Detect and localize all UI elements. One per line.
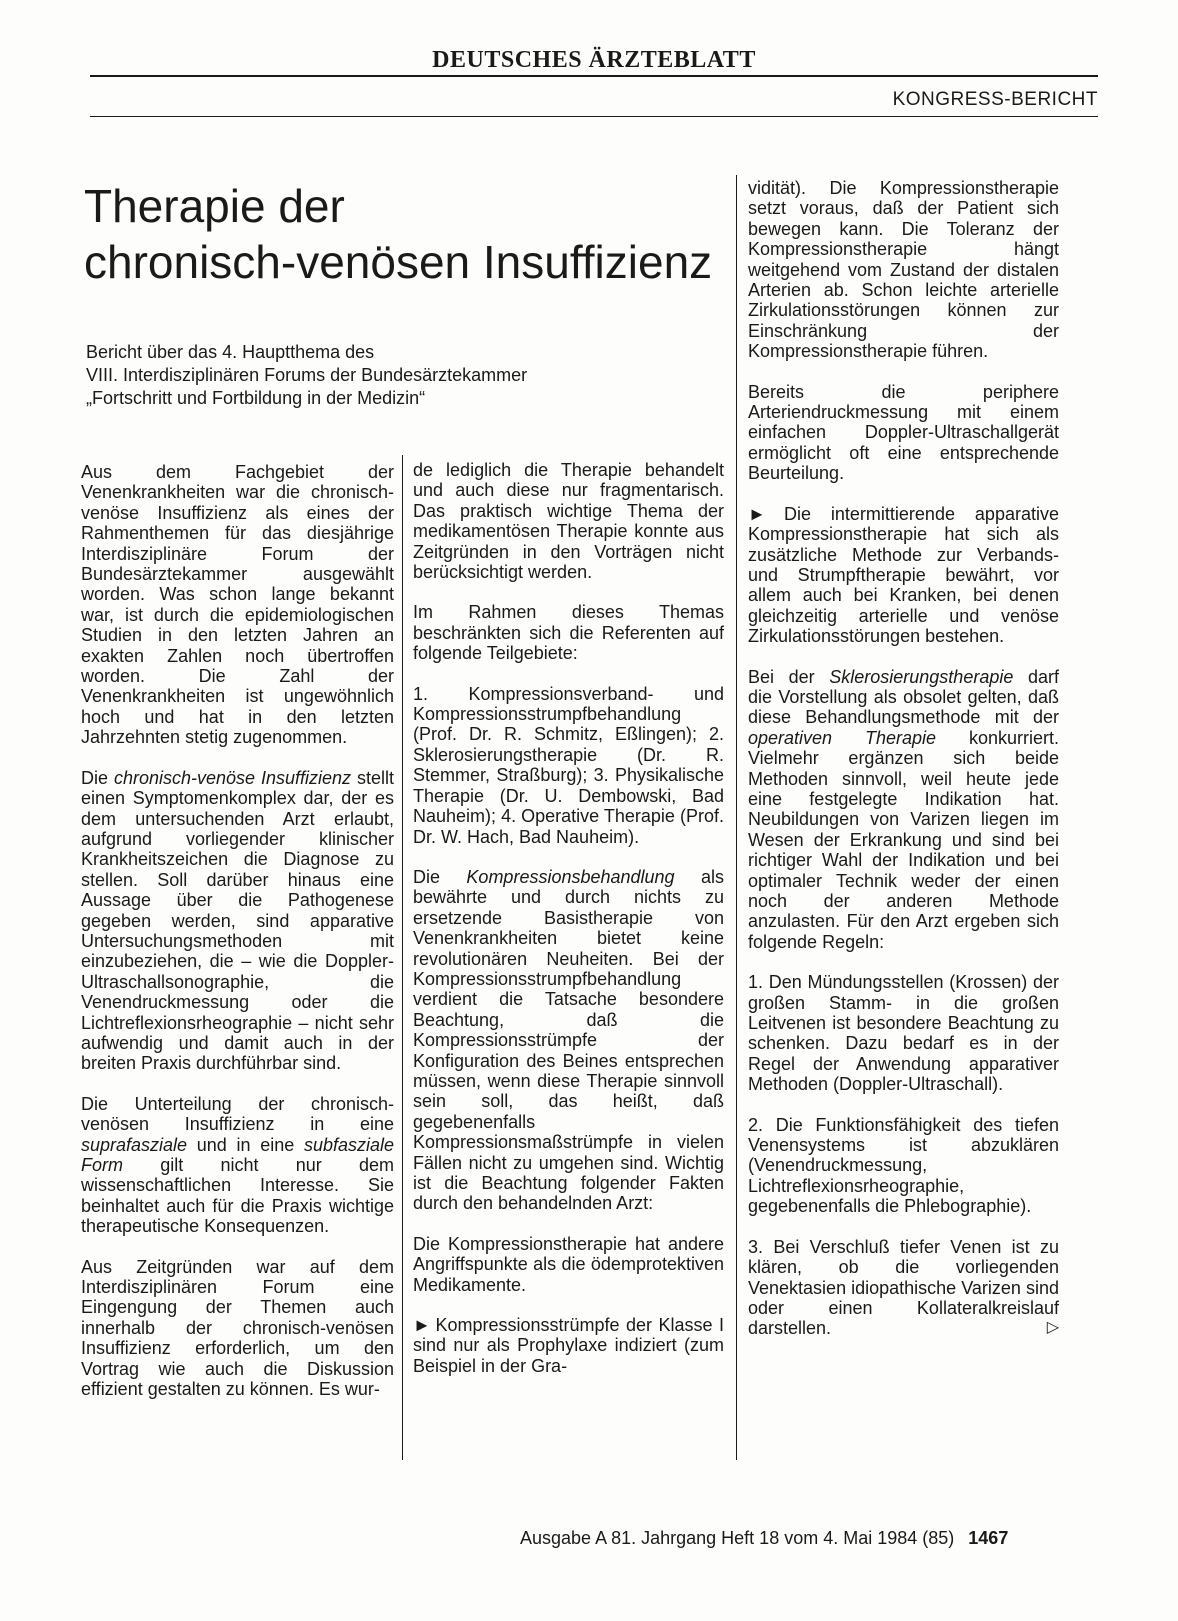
paragraph: 3. Bei Verschluß tiefer Venen ist zu klären, ob die vorliegenden Venektasien idiopathische Varizen sind oder einen Kollateralkreislauf darstellen. ▷	[748, 1236, 1059, 1339]
section-label: KONGRESS-BERICHT	[892, 89, 1098, 110]
paragraph: ► Kompressionsstrümpfe der Klasse I sind nur als Prophylaxe indiziert (zum Beispiel in der Gra-	[413, 1315, 724, 1376]
emphasis: Sklerosierungstherapie	[829, 666, 1014, 687]
arrow-marker-icon: ►	[413, 1315, 431, 1336]
subtitle-line-3: „Fortschritt und Fortbildung in der Medizin“	[86, 388, 426, 408]
arrow-marker-icon: ►	[748, 503, 766, 524]
section-rule	[90, 116, 1098, 117]
edition-info: Ausgabe A 81. Jahrgang Heft 18 vom 4. Mai 1984 (85)	[520, 1528, 955, 1548]
paragraph: Aus dem Fachgebiet der Venenkrankheiten war die chronisch-venöse Insuffizienz als eines der Rahmenthemen für das diesjährige Interdisziplinäre Forum der Bundesärztekammer ausgewählt worden. Was schon lange bekannt war, ist durch die epidemiologischen Studien in den letzten Jahren an exakten Zahlen noch übertroffen worden. Die Zahl der Venenkrankheiten ist ungewöhnlich hoch und hat in den letzten Jahrzehnten stetig zugenommen.	[81, 462, 394, 748]
paragraph: de lediglich die Therapie behandelt und auch diese nur fragmentarisch. Das praktisch wichtige Thema der medikamentösen Therapie konnte aus Zeitgründen in den Vorträgen nicht berücksichtigt werden.	[413, 460, 724, 583]
paragraph: Im Rahmen dieses Themas beschränkten sich die Referenten auf folgende Teilgebiete:	[413, 602, 724, 664]
paragraph: Bereits die periphere Arteriendruckmessung mit einem einfachen Doppler-Ultraschallgerät ermöglicht oft eine entsprechende Beurteilung.	[748, 381, 1059, 484]
title-line-2: chronisch-venösen Insuffizienz	[84, 236, 713, 288]
subtitle-line-2: VIII. Interdisziplinären Forums der Bundesärztekammer	[86, 365, 528, 385]
paragraph: Die Kompressionstherapie hat andere Angriffspunkte als die ödemprotektiven Medikamente.	[413, 1233, 724, 1295]
page-footer	[520, 1527, 1008, 1549]
emphasis: chronisch-venöse Insuffizienz	[113, 767, 352, 788]
page-number: 1467	[968, 1528, 1009, 1548]
paragraph: 2. Die Funktionsfähigkeit des tiefen Venensystems ist abzuklären (Venendruckmessung, Lichtreflexionsrheographie, gegebenenfalls die Phlebographie).	[748, 1114, 1059, 1217]
paragraph: 1. Den Mündungsstellen (Krossen) der großen Stamm- in die großen Leitvenen ist besondere Beachtung zu schenken. Dazu bedarf es in der Regel der Anwendung apparativer Methoden (Doppler-Ultraschall).	[748, 972, 1059, 1095]
emphasis: Kompressionsbehandlung	[466, 866, 675, 887]
masthead: DEUTSCHES ÄRZTEBLATT	[432, 47, 756, 73]
subtitle-line-1: Bericht über das 4. Hauptthema des	[86, 342, 375, 362]
paragraph: Die Kompressionsbehandlung als bewährte und durch nichts zu ersetzende Basistherapie von Venenkrankheiten bietet keine revolutionären Neuheiten. Bei der Kompressionsstrumpfbehandlung verdient die Tatsache besondere Beachtung, daß die Kompressionsstrümpfe der Konfiguration des Beines entsprechen müssen, wenn diese Therapie sinnvoll sein soll, das heißt, daß gegebenenfalls Kompressionsmaßstrümpfe in vielen Fällen nicht zu umgehen sind. Wichtig ist die Beachtung folgender Fakten durch den behandelnden Arzt:	[413, 866, 724, 1214]
emphasis: subfasziale Form	[81, 1134, 394, 1175]
emphasis: operativen Therapie	[748, 727, 937, 748]
paragraph: Bei der Sklerosierungstherapie darf die Vorstellung als obsolet gelten, daß diese Behandlungsmethode mit der operativen Therapie konkurriert. Vielmehr ergänzen sich beide Methoden sinnvoll, weil heute jede eine festgelegte Indikation hat. Neubildungen von Varizen liegen im Wesen der Erkrankung und sind bei richtiger Wahl der Indikation und bei optimaler Technik weder der einen noch der anderen Methode anzulasten. Für den Arzt ergeben sich folgende Regeln:	[748, 666, 1059, 952]
title-line-1: Therapie der	[84, 180, 345, 232]
continue-arrow-icon: ▷	[1046, 1319, 1059, 1337]
paragraph: Die Unterteilung der chronisch-venösen Insuffizienz in eine suprafasziale und in eine subfasziale Form gilt nicht nur dem wissenschaftlichen Interesse. Sie beinhaltet auch für die Praxis wichtige therapeutische Konsequenzen.	[81, 1093, 394, 1237]
column-1	[81, 462, 394, 1419]
masthead-rule	[90, 75, 1098, 77]
column-divider-1	[402, 455, 403, 1460]
article-subtitle	[86, 341, 766, 410]
paragraph: 1. Kompressionsverband- und Kompressionsstrumpfbehandlung (Prof. Dr. R. Schmitz, Eßlingen); 2. Sklerosierungstherapie (Dr. R. Stemmer, Straßburg); 3. Physikalische Therapie (Dr. U. Dembowski, Bad Nauheim); 4. Operative Therapie (Prof. Dr. W. Hach, Bad Nauheim).	[413, 683, 724, 847]
paragraph: Die chronisch-venöse Insuffizienz stellt einen Symptomenkomplex dar, der es dem untersuchenden Arzt erlaubt, aufgrund vorliegender klinischer Krankheitszeichen die Diagnose zu stellen. Soll darüber hinaus eine Aussage über die Pathogenese gegeben werden, sind apparative Untersuchungsmethoden mit einzubeziehen, die – wie die Doppler-Ultraschallsonographie, die Venendruckmessung oder die Lichtreflexionsrheographie – nicht sehr aufwendig und damit auch in der breiten Praxis durchführbar sind.	[81, 767, 395, 1074]
column-2	[413, 460, 724, 1396]
paragraph: Aus Zeitgründen war auf dem Interdisziplinären Forum eine Eingengung der Themen auch innerhalb der chronisch-venösen Insuffizienz erforderlich, um den Vortrag wie auch die Diskussion effizient gestalten zu können. Es wur-	[81, 1256, 394, 1400]
emphasis: suprafasziale	[81, 1134, 188, 1155]
article-title	[84, 178, 764, 290]
paragraph: vidität). Die Kompressionstherapie setzt voraus, daß der Patient sich bewegen kann. Die Toleranz der Kompressionstherapie hängt weitgehend vom Zustand der distalen Arterien ab. Schon leichte arterielle Zirkulationsstörungen können zur Einschränkung der Kompressionstherapie führen.	[748, 178, 1059, 362]
column-3	[748, 178, 1059, 1359]
column-divider-2	[736, 175, 737, 1460]
paragraph: ► Die intermittierende apparative Kompressionstherapie hat sich als zusätzliche Methode zur Verbands- und Strumpftherapie bewährt, vor allem auch bei Kranken, bei denen gleichzeitig arterielle und venöse Zirkulationsstörungen bestehen.	[748, 503, 1059, 647]
